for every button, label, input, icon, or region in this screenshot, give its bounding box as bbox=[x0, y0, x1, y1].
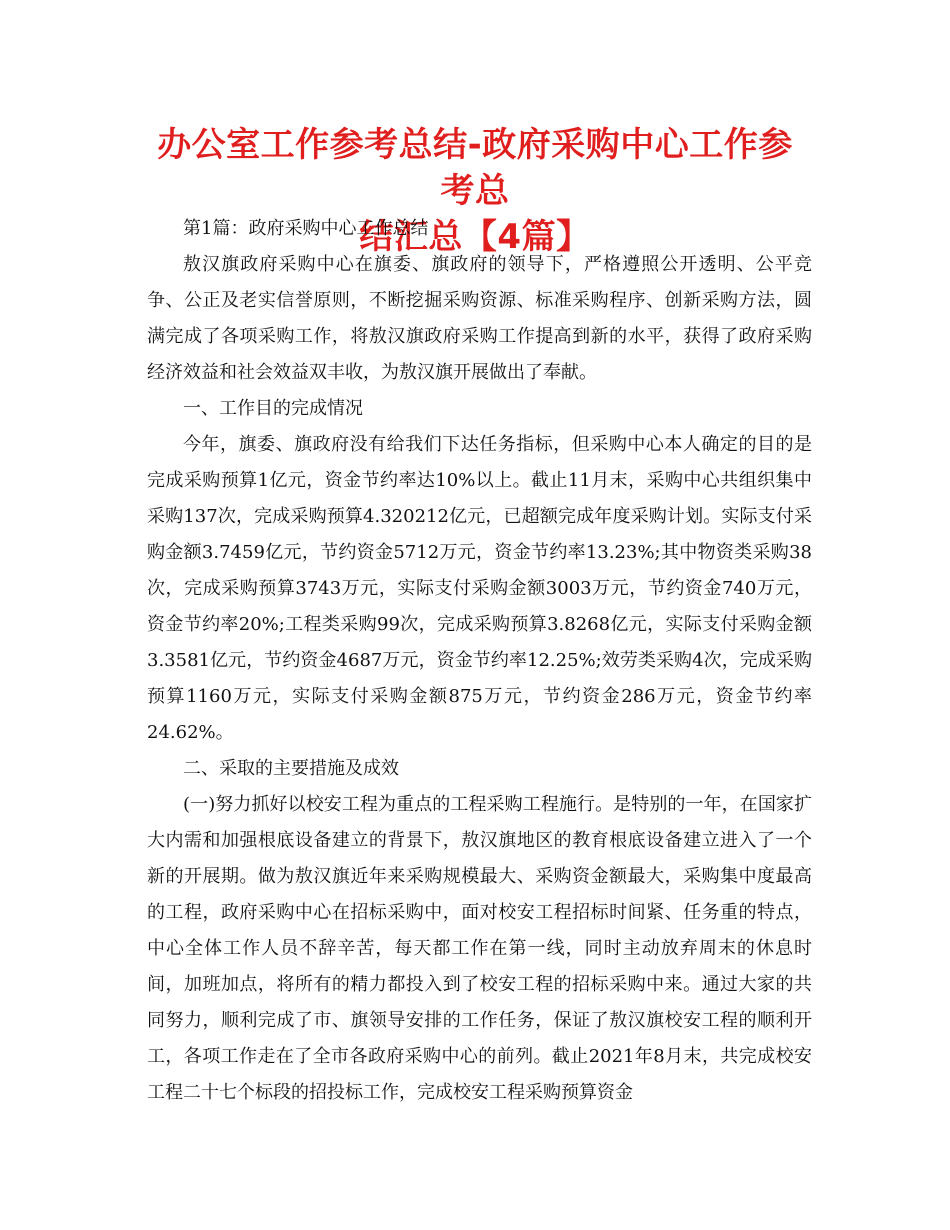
paragraph-goals: 今年，旗委、旗政府没有给我们下达任务指标，但采购中心本人确定的目的是完成采购预算1亿元，资金节约率达10%以上。截止11月末，采购中心共组织集中采购137次，完成采购预算4.320212亿元，已超额完成年度采购计划。实际支付采购金额3.7459亿元，节约资金5712万元，资金节约率13.23%;其中物资类采购38次，完成采购预算3743万元，实际支付采购金额3003万元，节约资金740万元，资金节约率20%;工程类采购99次，完成采购预算3.8268亿元，实际支付采购金额3.3581亿元，节约资金4687万元，资金节约率12.25%;效劳类采购4次，完成采购预算1160万元，实际支付采购金额875万元，节约资金286万元，资金节约率24.62%。 bbox=[147, 434, 812, 743]
title-line-1: 办公室工作参考总结-政府采购中心工作参考总 bbox=[157, 125, 793, 211]
paragraph-measures: (一)努力抓好以校安工程为重点的工程采购工程施行。是特别的一年，在国家扩大内需和加强根底设备建立的背景下，敖汉旗地区的教育根底设备建立进入了一个新的开展期。做为敖汉旗近年来采购规模最大、采购资金额最大，采购集中度最高的工程，政府采购中心在招标采购中，面对校安工程招标时间紧、任务重的特点，中心全体工作人员不辞辛苦，每天都工作在第一线，同时主动放弃周末的休息时间，加班加点，将所有的精力都投入到了校安工程的招标采购中来。通过大家的共同努力，顺利完成了市、旗领导安排的工作任务，保证了敖汉旗校安工程的顺利开工，各项工作走在了全市各政府采购中心的前列。截止2021年8月末，共完成校安工程二十七个标段的招投标工作，完成校安工程采购预算资金 bbox=[147, 794, 812, 1103]
section-heading-chapter: 第1篇：政府采购中心工作总结 bbox=[183, 218, 429, 239]
document-body bbox=[147, 211, 812, 1111]
title-line-2: 结汇总【4篇】 bbox=[359, 217, 591, 257]
section-heading-goals: 一、工作目的完成情况 bbox=[183, 398, 363, 419]
section-heading-measures: 二、采取的主要措施及成效 bbox=[183, 758, 399, 779]
paragraph-intro: 敖汉旗政府采购中心在旗委、旗政府的领导下，严格遵照公开透明、公平竞争、公正及老实信誉原则，不断挖掘采购资源、标准采购程序、创新采购方法，圆满完成了各项采购工作，将敖汉旗政府采购工作提高到新的水平，获得了政府采购经济效益和社会效益双丰收，为敖汉旗开展做出了奉献。 bbox=[147, 254, 812, 383]
